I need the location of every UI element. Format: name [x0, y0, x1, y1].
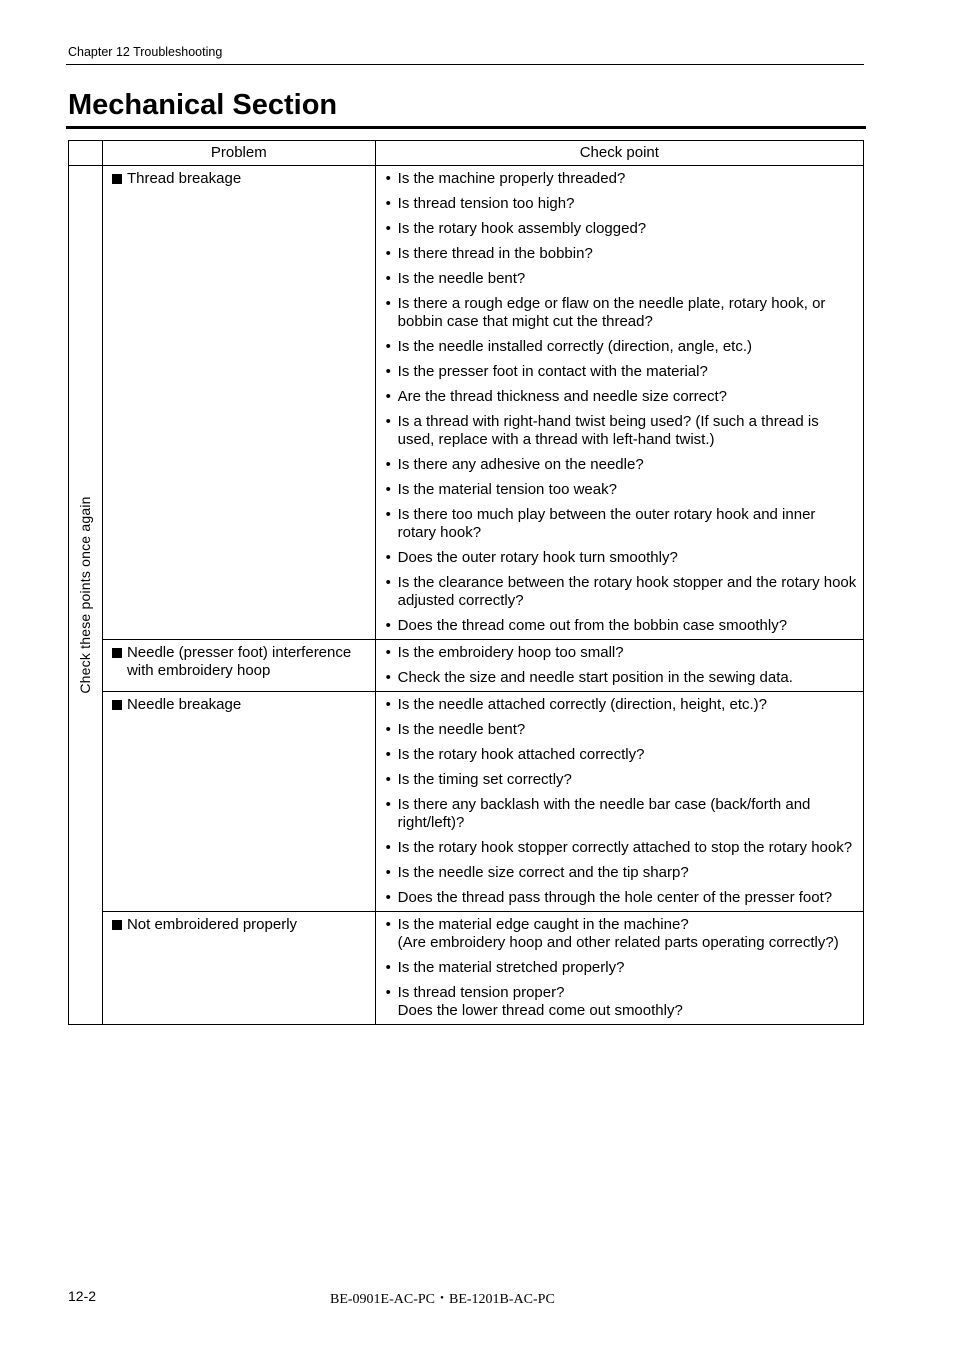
bullet-icon: • [385, 245, 391, 262]
check-item [384, 413, 857, 449]
check-text: Is the needle bent? [397, 270, 526, 287]
check-text: Is the material tension too weak? [397, 481, 617, 498]
table-body [69, 166, 864, 1025]
check-text: Is there too much play between the outer rotary hook and inner rotary hook? [397, 506, 816, 541]
check-item [384, 696, 857, 714]
bullet-icon: • [385, 363, 391, 380]
check-text: Is there any backlash with the needle bar case (back/forth and right/left)? [397, 796, 811, 831]
table-header-row [69, 141, 864, 166]
check-item [384, 456, 857, 474]
problem-cell [102, 912, 375, 1025]
check-text: Is the needle bent? [397, 721, 526, 738]
check-text: Is the needle size correct and the tip sharp? [397, 864, 689, 881]
check-item [384, 916, 857, 952]
check-text: Is the timing set correctly? [397, 771, 572, 788]
check-text: Is the clearance between the rotary hook stopper and the rotary hook adjusted correctly? [397, 574, 857, 609]
check-item [384, 549, 857, 567]
problem-text: Thread breakage [126, 170, 242, 187]
square-bullet-icon [112, 174, 122, 184]
table-row [69, 166, 864, 640]
check-list [376, 640, 863, 691]
bullet-icon: • [385, 889, 391, 906]
bullet-icon: • [385, 220, 391, 237]
check-cell [375, 692, 863, 912]
bullet-icon: • [385, 669, 391, 686]
bullet-icon: • [385, 481, 391, 498]
problem-cell [102, 166, 375, 640]
check-text: Is a thread with right-hand twist being used? (If such a thread is used, replace with a thread with left-hand twist.) [397, 413, 819, 448]
bullet-icon: • [385, 413, 391, 430]
check-text: Does the thread pass through the hole center of the presser foot? [397, 889, 833, 906]
check-text: Is there any adhesive on the needle? [397, 456, 644, 473]
problem-text: Needle (presser foot) interference with embroidery hoop [126, 644, 352, 679]
chapter-header: Chapter 12 Troubleshooting [68, 45, 223, 59]
check-item [384, 363, 857, 381]
check-text: Is the presser foot in contact with the material? [397, 363, 708, 380]
bullet-icon: • [385, 456, 391, 473]
bullet-icon: • [385, 506, 391, 523]
check-cell [375, 912, 863, 1025]
check-item [384, 617, 857, 635]
check-text: Is the needle attached correctly (direction, height, etc.)? [397, 696, 768, 713]
check-text: Check the size and needle start position in the sewing data. [397, 669, 793, 686]
bullet-icon: • [385, 984, 391, 1001]
bullet-icon: • [385, 696, 391, 713]
problem-column-header: Problem [102, 141, 375, 166]
bullet-icon: • [385, 839, 391, 856]
model-number: BE-0901E-AC-PC・BE-1201B-AC-PC [330, 1292, 555, 1307]
bullet-icon: • [385, 644, 391, 661]
check-item [384, 170, 857, 188]
check-item [384, 721, 857, 739]
check-item [384, 959, 857, 977]
check-item [384, 984, 857, 1020]
bullet-icon: • [385, 617, 391, 634]
check-text: Does the outer rotary hook turn smoothly? [397, 549, 678, 566]
check-item [384, 220, 857, 238]
check-item [384, 506, 857, 542]
table-row [69, 692, 864, 912]
problem-cell [102, 692, 375, 912]
check-text: Is the rotary hook attached correctly? [397, 746, 645, 763]
bullet-icon: • [385, 338, 391, 355]
check-item [384, 574, 857, 610]
bullet-icon: • [385, 959, 391, 976]
check-list [376, 692, 863, 911]
bullet-icon: • [385, 295, 391, 312]
check-item [384, 195, 857, 213]
square-bullet-icon [112, 648, 122, 658]
check-column-header: Check point [375, 141, 863, 166]
check-cell [375, 640, 863, 692]
check-text: Is there a rough edge or flaw on the needle plate, rotary hook, or bobbin case that might cut the thread? [397, 295, 826, 330]
check-item [384, 644, 857, 662]
bullet-icon: • [385, 721, 391, 738]
check-item [384, 771, 857, 789]
side-label: Check these points once again [77, 496, 94, 694]
check-text: Is there thread in the bobbin? [397, 245, 593, 262]
check-text: Is thread tension proper? Does the lower thread come out smoothly? [397, 984, 683, 1019]
header-rule [66, 64, 864, 65]
page-number: 12-2 [68, 1288, 97, 1304]
problem-text: Not embroidered properly [126, 916, 298, 933]
check-text: Is the rotary hook assembly clogged? [397, 220, 647, 237]
check-item [384, 746, 857, 764]
check-text: Is the needle installed correctly (direction, angle, etc.) [397, 338, 753, 355]
bullet-icon: • [385, 170, 391, 187]
check-item [384, 295, 857, 331]
check-item [384, 889, 857, 907]
bullet-icon: • [385, 388, 391, 405]
check-list [376, 912, 863, 1024]
check-item [384, 864, 857, 882]
bullet-icon: • [385, 195, 391, 212]
bullet-icon: • [385, 574, 391, 591]
check-text: Is the material stretched properly? [397, 959, 625, 976]
check-item [384, 796, 857, 832]
table-row [69, 640, 864, 692]
bullet-icon: • [385, 916, 391, 933]
title-rule [66, 126, 866, 129]
check-item [384, 338, 857, 356]
table-row [69, 912, 864, 1025]
side-label-cell [69, 166, 103, 1025]
problem-cell [102, 640, 375, 692]
check-item [384, 839, 857, 857]
check-item [384, 245, 857, 263]
square-bullet-icon [112, 700, 122, 710]
page-title: Mechanical Section [68, 89, 338, 121]
check-text: Is thread tension too high? [397, 195, 575, 212]
square-bullet-icon [112, 920, 122, 930]
check-text: Is the rotary hook stopper correctly attached to stop the rotary hook? [397, 839, 853, 856]
check-text: Are the thread thickness and needle size correct? [397, 388, 728, 405]
problem-text: Needle breakage [126, 696, 242, 713]
bullet-icon: • [385, 796, 391, 813]
check-text: Does the thread come out from the bobbin case smoothly? [397, 617, 788, 634]
bullet-icon: • [385, 549, 391, 566]
check-text: Is the material edge caught in the machine? (Are embroidery hoop and other related parts operating correctly?) [397, 916, 839, 951]
bullet-icon: • [385, 771, 391, 788]
check-item [384, 270, 857, 288]
check-item [384, 669, 857, 687]
bullet-icon: • [385, 864, 391, 881]
check-item [384, 481, 857, 499]
check-item [384, 388, 857, 406]
check-cell [375, 166, 863, 640]
check-list [376, 166, 863, 639]
side-header-cell [69, 141, 103, 166]
bullet-icon: • [385, 746, 391, 763]
check-text: Is the embroidery hoop too small? [397, 644, 624, 661]
bullet-icon: • [385, 270, 391, 287]
check-text: Is the machine properly threaded? [397, 170, 626, 187]
troubleshooting-table [68, 140, 864, 1025]
